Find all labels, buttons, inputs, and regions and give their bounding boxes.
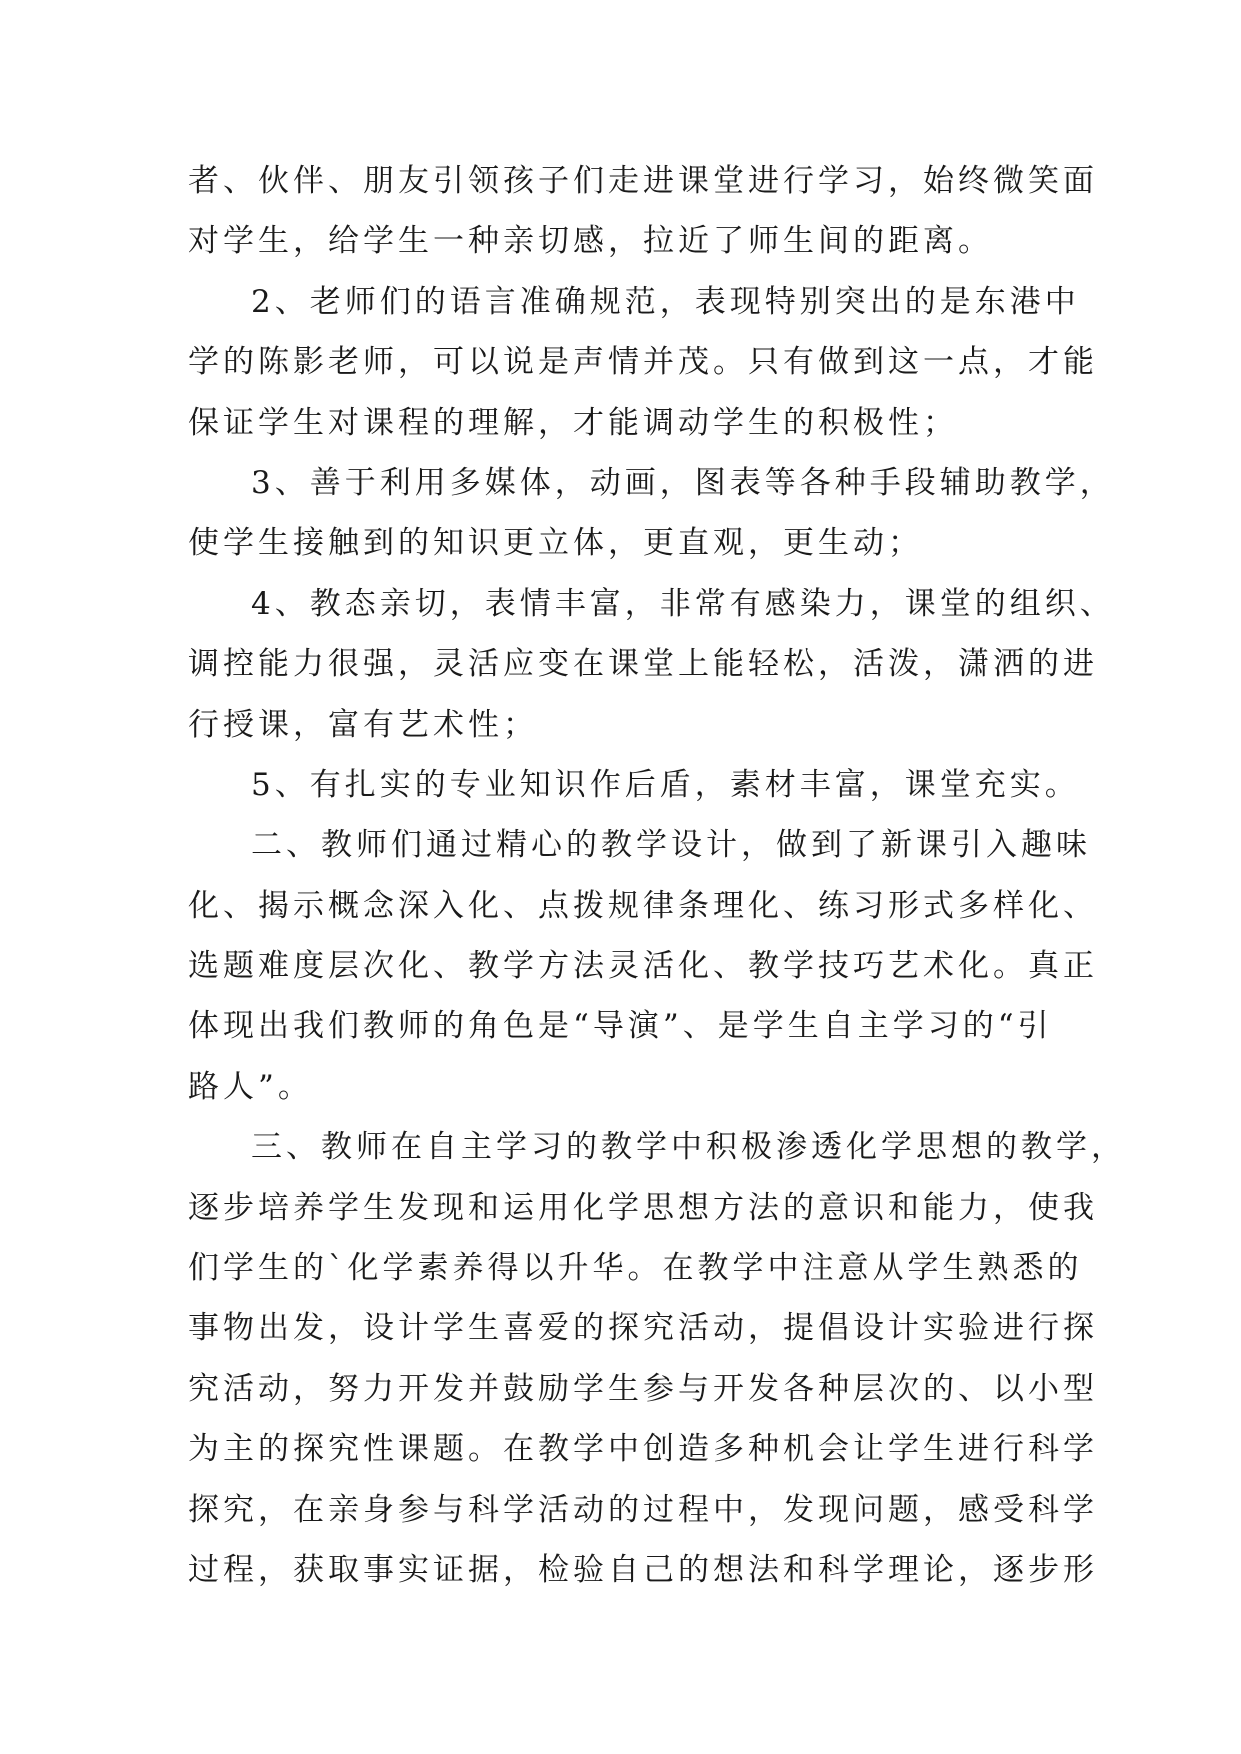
text-line: 4、教态亲切，表情丰富，非常有感染力，课堂的组织、: [251, 585, 1115, 622]
text-line: 们学生的`化学素养得以升华。在教学中注意从学生熟悉的: [188, 1250, 1083, 1287]
text-line: 者、伙伴、朋友引领孩子们走进课堂进行学习，始终微笑面: [188, 163, 1098, 199]
text-line: 5、有扎实的专业知识作后盾，素材丰富，课堂充实。: [251, 766, 1080, 803]
text-line: 调控能力很强，灵活应变在课堂上能轻松，活泼，潇洒的进: [188, 646, 1098, 683]
text-line: 化、揭示概念深入化、点拨规律条理化、练习形式多样化、: [188, 887, 1098, 924]
text-line: 二、教师们通过精心的教学设计，做到了新课引入趣味: [251, 827, 1091, 864]
document-body: [188, 163, 1126, 1612]
text-line: 使学生接触到的知识更立体，更直观，更生动；: [188, 525, 923, 562]
text-line: 对学生，给学生一种亲切感，拉近了师生间的距离。: [188, 223, 993, 260]
text-line: 体现出我们教师的角色是“导演”、是学生自主学习的“引: [188, 1008, 1053, 1045]
text-line: 保证学生对课程的理解，才能调动学生的积极性；: [188, 404, 958, 441]
text-line: 探究，在亲身参与科学活动的过程中，发现问题，感受科学: [188, 1491, 1098, 1528]
text-line: 2、老师们的语言准确规范，表现特别突出的是东港中: [251, 283, 1080, 320]
text-line: 路人”。: [188, 1068, 313, 1105]
text-line: 究活动，努力开发并鼓励学生参与开发各种层次的、以小型: [188, 1370, 1098, 1407]
text-line: 行授课，富有艺术性；: [188, 706, 538, 743]
text-line: 学的陈影老师，可以说是声情并茂。只有做到这一点，才能: [188, 344, 1098, 381]
text-line: 过程，获取事实证据，检验自己的想法和科学理论，逐步形: [188, 1551, 1098, 1588]
text-line: 3、善于利用多媒体，动画，图表等各种手段辅助教学，: [251, 464, 1115, 501]
text-line: 为主的探究性课题。在教学中创造多种机会让学生进行科学: [188, 1431, 1098, 1468]
text-line: 三、教师在自主学习的教学中积极渗透化学思想的教学，: [251, 1129, 1126, 1166]
text-line: 事物出发，设计学生喜爱的探究活动，提倡设计实验进行探: [188, 1310, 1098, 1347]
text-line: 选题难度层次化、教学方法灵活化、教学技巧艺术化。真正: [188, 948, 1098, 985]
text-line: 逐步培养学生发现和运用化学思想方法的意识和能力，使我: [188, 1189, 1098, 1226]
